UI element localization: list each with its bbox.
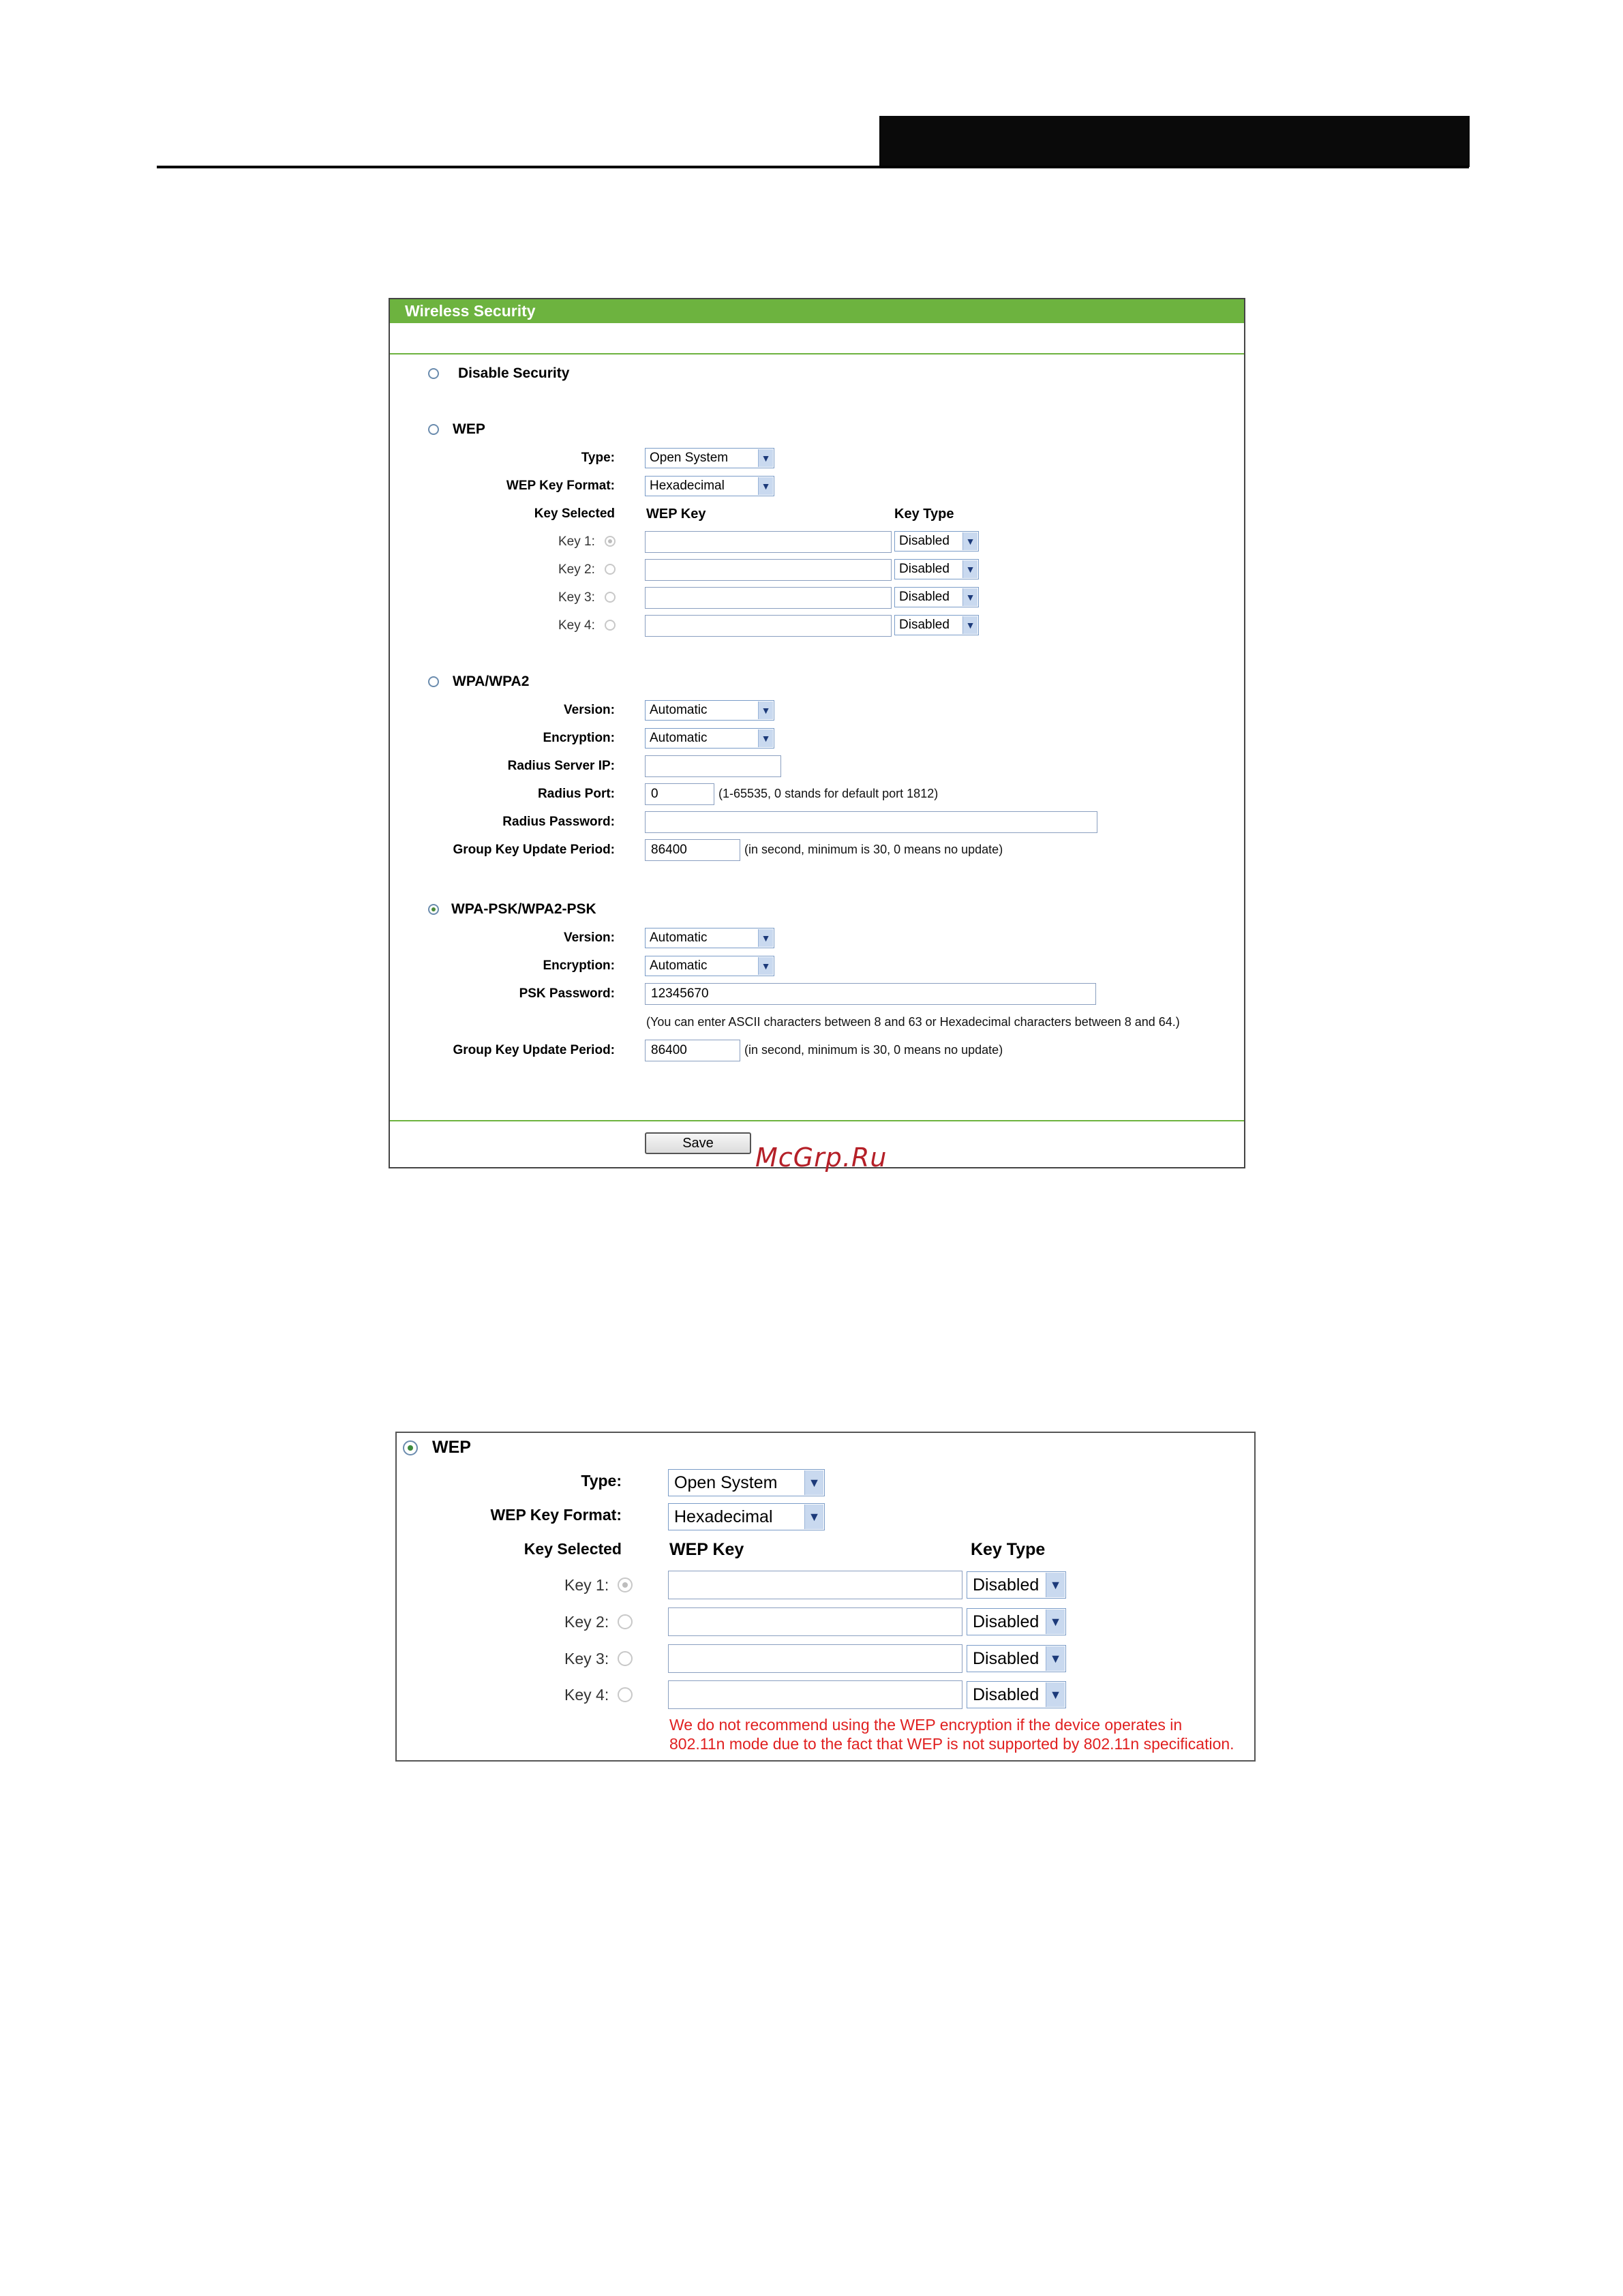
key4-radio-2[interactable]: [618, 1687, 633, 1702]
footer-divider: [390, 1120, 1244, 1121]
psk-version-select[interactable]: [645, 928, 774, 948]
title-divider: [390, 353, 1244, 354]
chevron-down-icon: ▼: [1046, 1573, 1065, 1597]
key2-radio[interactable]: [605, 564, 616, 575]
wireless-security-panel: [389, 298, 1245, 1168]
key3-radio[interactable]: [605, 592, 616, 603]
disable-security-label: Disable Security: [458, 365, 570, 381]
psk-password-hint: (You can enter ASCII characters between 8 and 63 or Hexadecimal characters between 8 and 64.): [646, 1015, 1180, 1029]
wep-radio[interactable]: [428, 424, 439, 435]
type-select[interactable]: [668, 1469, 825, 1496]
key2-input-2[interactable]: [668, 1607, 962, 1636]
key1-input-2[interactable]: [668, 1571, 962, 1599]
key1-type-select[interactable]: [894, 531, 979, 552]
wpa-group-key-input[interactable]: 86400: [645, 839, 740, 861]
wpa-radio[interactable]: [428, 676, 439, 687]
type-label: Type:: [581, 1472, 622, 1490]
wpa-psk-radio[interactable]: [428, 904, 439, 915]
chevron-down-icon: ▼: [1046, 1646, 1065, 1671]
key-selected-header: Key Selected: [534, 507, 615, 521]
key3-type-value: Disabled: [899, 590, 950, 604]
key2-radio-2[interactable]: [618, 1614, 633, 1629]
key4-label: Key 4:: [558, 618, 595, 633]
radius-server-ip-label: Radius Server IP:: [507, 759, 615, 773]
key2-input[interactable]: [645, 559, 892, 581]
wep-detail-label: WEP: [432, 1438, 471, 1457]
key4-type-select-2[interactable]: [967, 1681, 1066, 1708]
wep-type-value: Open System: [650, 451, 729, 465]
key4-type-value-2: Disabled: [973, 1685, 1040, 1704]
psk-version-value: Automatic: [650, 931, 708, 945]
psk-encryption-label: Encryption:: [543, 958, 615, 973]
psk-password-input[interactable]: 12345670: [645, 983, 1096, 1005]
radius-server-ip-input[interactable]: [645, 755, 781, 777]
key1-type-value: Disabled: [899, 534, 950, 548]
watermark: McGrp.Ru: [755, 1143, 888, 1173]
wep-key-format-select[interactable]: [645, 476, 774, 496]
chevron-down-icon: ▼: [962, 588, 977, 606]
key1-label-2: Key 1:: [564, 1576, 609, 1594]
key2-label-2: Key 2:: [564, 1613, 609, 1631]
wpa-version-label: Version:: [564, 703, 615, 717]
key3-label-2: Key 3:: [564, 1650, 609, 1667]
wep-key-format-value: Hexadecimal: [650, 479, 725, 493]
wep-warning-line1: We do not recommend using the WEP encryption if the device operates in: [669, 1716, 1183, 1734]
chevron-down-icon: ▼: [962, 560, 977, 578]
key4-type-select[interactable]: [894, 615, 979, 635]
key-type-header-2: Key Type: [971, 1540, 1046, 1559]
key1-radio-2[interactable]: [618, 1577, 633, 1592]
radius-port-label: Radius Port:: [538, 787, 615, 801]
key1-input[interactable]: [645, 531, 892, 553]
key3-input-2[interactable]: [668, 1644, 962, 1673]
wpa-version-value: Automatic: [650, 703, 708, 717]
key2-type-value: Disabled: [899, 562, 950, 576]
key2-type-select[interactable]: [894, 559, 979, 579]
chevron-down-icon: ▼: [804, 1505, 823, 1529]
wpa-group-key-hint: (in second, minimum is 30, 0 means no update): [744, 843, 1003, 856]
wep-key-format-value-2: Hexadecimal: [674, 1507, 773, 1526]
wep-radio-selected[interactable]: [403, 1440, 418, 1455]
chevron-down-icon: ▼: [962, 532, 977, 550]
psk-group-key-label: Group Key Update Period:: [453, 1043, 615, 1057]
wpa-version-select[interactable]: [645, 700, 774, 721]
radius-password-label: Radius Password:: [502, 815, 615, 829]
key2-label: Key 2:: [558, 562, 595, 577]
key4-type-value: Disabled: [899, 618, 950, 632]
wep-key-format-label-2: WEP Key Format:: [490, 1506, 622, 1524]
disable-security-radio[interactable]: [428, 368, 439, 379]
psk-encryption-value: Automatic: [650, 958, 708, 973]
chevron-down-icon: ▼: [758, 477, 773, 495]
key3-type-value-2: Disabled: [973, 1649, 1040, 1668]
key3-input[interactable]: [645, 587, 892, 609]
key3-type-select-2[interactable]: [967, 1645, 1066, 1672]
chevron-down-icon: ▼: [758, 729, 773, 747]
header-bar: [879, 116, 1470, 167]
chevron-down-icon: ▼: [758, 449, 773, 467]
radius-password-input[interactable]: [645, 811, 1097, 833]
key1-type-select-2[interactable]: [967, 1571, 1066, 1599]
key4-input[interactable]: [645, 615, 892, 637]
wep-key-header-2: WEP Key: [669, 1540, 744, 1559]
wep-key-format-select-2[interactable]: [668, 1503, 825, 1530]
wpa-encryption-select[interactable]: [645, 728, 774, 749]
type-value: Open System: [674, 1473, 778, 1492]
panel-title: Wireless Security: [390, 299, 1244, 323]
key2-type-value-2: Disabled: [973, 1612, 1040, 1631]
psk-group-key-hint: (in second, minimum is 30, 0 means no update): [744, 1043, 1003, 1057]
key3-label: Key 3:: [558, 590, 595, 605]
radius-port-input[interactable]: 0: [645, 783, 714, 805]
key1-type-value-2: Disabled: [973, 1575, 1040, 1595]
key-selected-header-2: Key Selected: [524, 1540, 622, 1558]
save-button[interactable]: Save: [645, 1132, 751, 1154]
psk-group-key-input[interactable]: 86400: [645, 1040, 740, 1061]
key3-type-select[interactable]: [894, 587, 979, 607]
chevron-down-icon: ▼: [1046, 1682, 1065, 1707]
wep-label: WEP: [453, 421, 485, 437]
key2-type-select-2[interactable]: [967, 1608, 1066, 1635]
chevron-down-icon: ▼: [1046, 1610, 1065, 1634]
key-type-header: Key Type: [894, 507, 954, 522]
wep-detail-panel: [395, 1432, 1256, 1762]
wpa-label: WPA/WPA2: [453, 674, 530, 689]
psk-version-label: Version:: [564, 931, 615, 945]
wpa-group-key-label: Group Key Update Period:: [453, 843, 615, 857]
key1-label: Key 1:: [558, 534, 595, 549]
chevron-down-icon: ▼: [758, 929, 773, 947]
chevron-down-icon: ▼: [962, 616, 977, 634]
chevron-down-icon: ▼: [758, 957, 773, 975]
wep-warning-line2: 802.11n mode due to the fact that WEP is not supported by 802.11n specification.: [669, 1735, 1234, 1753]
wep-key-header: WEP Key: [646, 507, 706, 522]
psk-password-label: PSK Password:: [519, 986, 615, 1001]
wpa-encryption-value: Automatic: [650, 731, 708, 745]
chevron-down-icon: ▼: [804, 1470, 823, 1495]
wep-type-select[interactable]: [645, 448, 774, 468]
wpa-psk-label: WPA-PSK/WPA2-PSK: [451, 901, 596, 917]
key4-label-2: Key 4:: [564, 1686, 609, 1704]
key4-input-2[interactable]: [668, 1680, 962, 1709]
header-rule: [157, 166, 1469, 168]
radius-port-hint: (1-65535, 0 stands for default port 1812): [718, 787, 939, 800]
wep-type-label: Type:: [581, 451, 615, 465]
wep-key-format-label: WEP Key Format:: [506, 479, 615, 493]
key1-radio[interactable]: [605, 536, 616, 547]
wpa-encryption-label: Encryption:: [543, 731, 615, 745]
psk-encryption-select[interactable]: [645, 956, 774, 976]
key4-radio[interactable]: [605, 620, 616, 631]
key3-radio-2[interactable]: [618, 1651, 633, 1666]
chevron-down-icon: ▼: [758, 701, 773, 719]
